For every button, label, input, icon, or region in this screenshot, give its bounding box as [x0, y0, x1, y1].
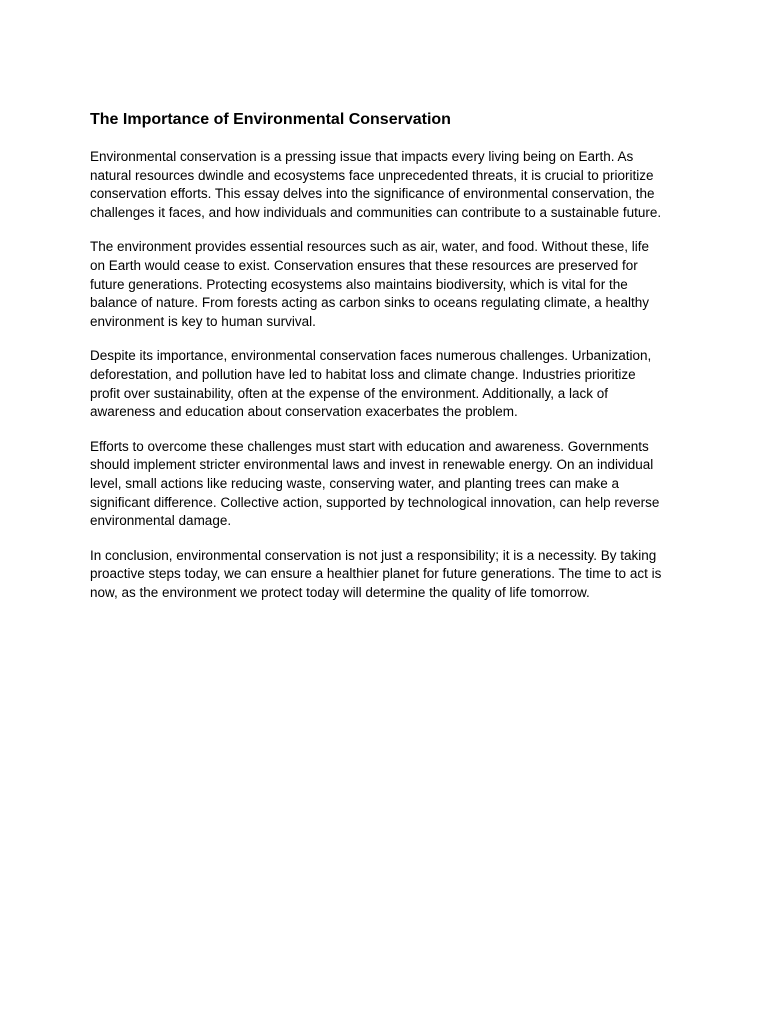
paragraph-line: natural resources dwindle and ecosystems face unprecedented threats, it is crucial to prioritize	[90, 167, 654, 183]
paragraph-line: proactive steps today, we can ensure a healthier planet for future generations. The time to act is	[90, 566, 662, 582]
paragraph-line: Environmental conservation is a pressing issue that impacts every living being on Earth. As	[90, 149, 634, 164]
paragraph-line: level, small actions like reducing waste, conserving water, and planting trees can make a	[90, 475, 620, 491]
paragraph-solutions	[90, 438, 680, 531]
paragraph-line: balance of nature. From forests acting as carbon sinks to oceans regulating climate, a healthy	[90, 295, 650, 311]
paragraph-line: future generations. Protecting ecosystems also maintains biodiversity, which is vital for the	[90, 276, 628, 292]
paragraph-line: awareness and education about conservation exacerbates the problem.	[90, 404, 518, 420]
document-page	[90, 110, 680, 618]
document-title: The Importance of Environmental Conservation	[90, 111, 451, 128]
paragraph-line: should implement stricter environmental laws and invest in renewable energy. On an individual	[90, 457, 654, 473]
paragraph-resources	[90, 238, 680, 331]
paragraph-line: The environment provides essential resources such as air, water, and food. Without these, life	[90, 239, 650, 255]
paragraph-line: environmental damage.	[90, 513, 232, 529]
paragraph-introduction	[90, 148, 680, 222]
paragraph-line: In conclusion, environmental conservation is not just a responsibility; it is a necessity. By taking	[90, 547, 657, 563]
paragraph-line: on Earth would cease to exist. Conservation ensures that these resources are preserved for	[90, 257, 638, 273]
paragraph-line: challenges it faces, and how individuals and communities can contribute to a sustainable future.	[90, 204, 662, 220]
paragraph-line: Despite its importance, environmental conservation faces numerous challenges. Urbanization,	[90, 348, 652, 364]
paragraph-challenges	[90, 347, 680, 421]
paragraph-line: conservation efforts. This essay delves into the significance of environmental conservation, the	[90, 186, 655, 202]
paragraph-line: now, as the environment we protect today will determine the quality of life tomorrow.	[90, 584, 590, 600]
paragraph-line: environment is key to human survival.	[90, 313, 316, 329]
paragraph-line: deforestation, and pollution have led to habitat loss and climate change. Industries prioritize	[90, 366, 636, 382]
paragraph-line: Efforts to overcome these challenges must start with education and awareness. Governments	[90, 438, 649, 454]
paragraph-line: profit over sustainability, often at the expense of the environment. Additionally, a lack of	[90, 385, 609, 401]
paragraph-conclusion	[90, 547, 680, 603]
paragraph-line: significant difference. Collective action, supported by technological innovation, can help reverse	[90, 494, 660, 510]
